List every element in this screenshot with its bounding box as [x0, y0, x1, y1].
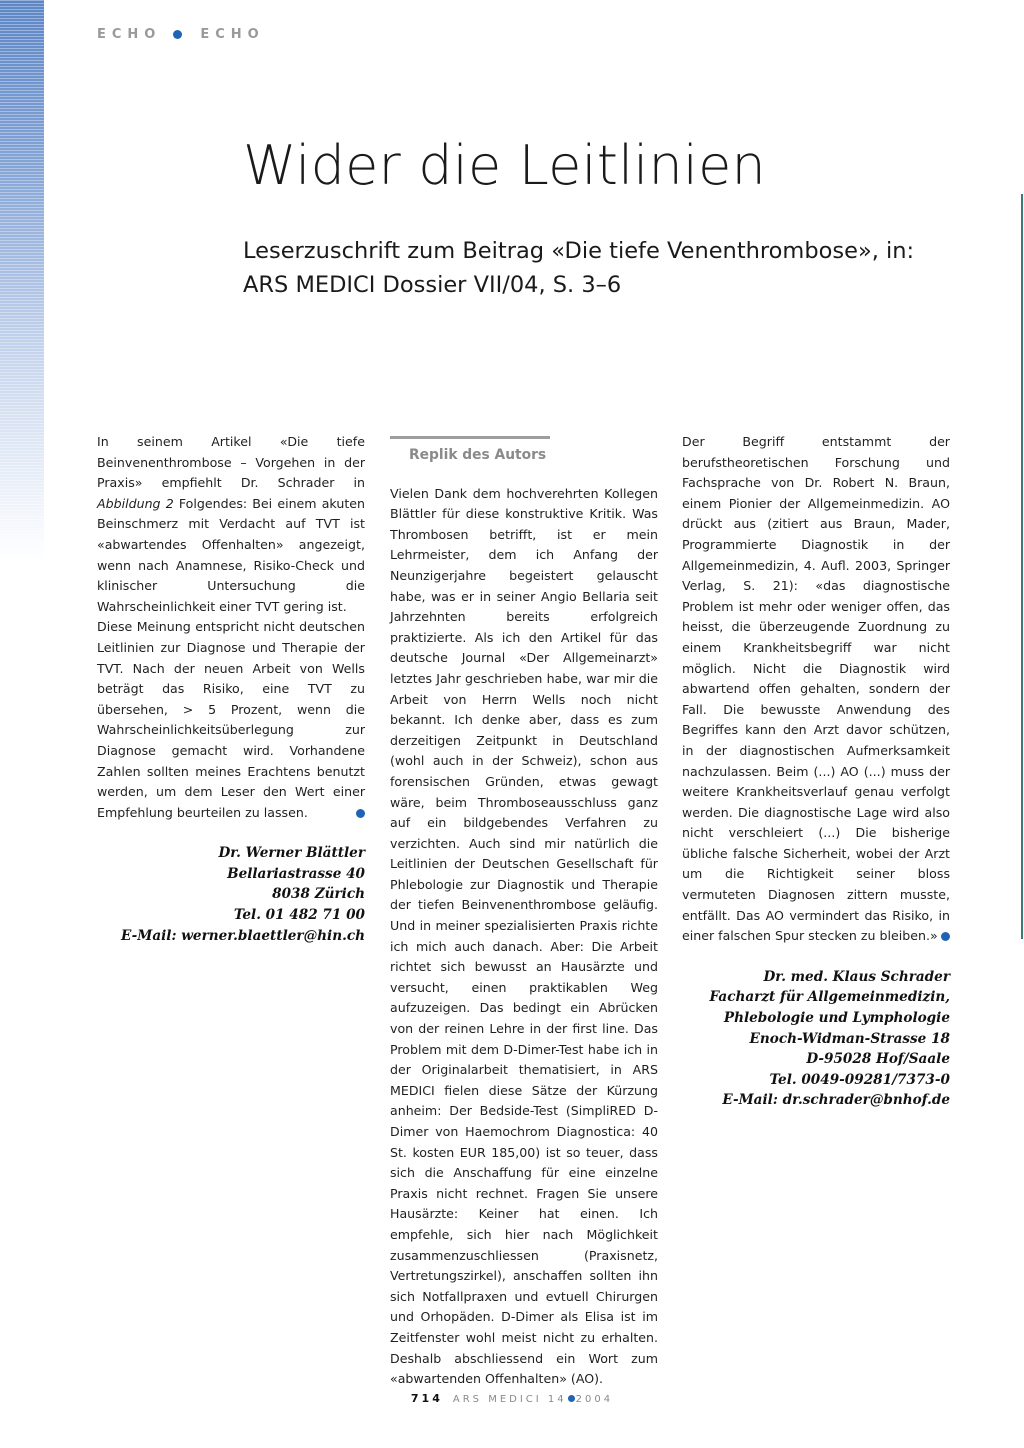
signature-email: E-Mail: dr.schrader@bnhof.de	[722, 1092, 950, 1109]
subtitle-line-1: Leserzuschrift zum Beitrag «Die tiefe Venenthrombose», in:	[243, 238, 915, 264]
letter-signature	[97, 843, 365, 946]
subtitle-line-2: ARS MEDICI Dossier VII/04, S. 3–6	[243, 272, 622, 298]
signature-street: Enoch-Widman-Strasse 18	[749, 1030, 950, 1047]
decorative-side-strip	[0, 0, 44, 560]
signature-city: 8038 Zürich	[272, 886, 365, 903]
reply-continued-paragraph	[682, 432, 950, 947]
signature-name: Dr. Werner Blättler	[218, 845, 365, 862]
running-head	[97, 27, 265, 42]
reply-text: Der Begriff entstammt der berufstheoretischen Forschung und Fachsprache von Dr. Robert N. Braun, einem Pionier der Allgemeinmedizin. AO drückt aus (zitiert aus Braun, Mader, Programmierte Diagnostik in der Allgemeinmedizin, 4. Aufl. 2003, Springer Verlag, S. 21): «das diagnostische Problem ist mehr oder weniger offen, das heisst, die überzeugende Zuordnung zu einem Krankheitsbegriff war nicht möglich. Nicht die Diagnostik wird abwartend offen gehalten, sondern der Fall. Die bewusste Anwendung des Begriffes kann den Arzt davor schützen, in der diagnostischen Aufmerksamkeit nachzulassen. Beim (...) AO (...) muss der weitere Krankheitsverlauf genau verfolgt werden. Die diagnostische Lage wird also nicht verschleiert (...) Die bisherige übliche falsche Sicherheit, wobei der Arzt um die Richtigkeit seiner bloss vermuteten Diagnosen zittern musste, entfällt. Das AO vermindert das Risiko, in einer falschen Spur stecken zu bleiben.»	[682, 434, 950, 944]
running-head-right: ECHO	[200, 27, 265, 42]
column-letter	[97, 432, 365, 946]
letter-text: In seinem Artikel «Die tiefe Beinvenenthrombose – Vorgehen in der Praxis» empfiehlt Dr. Schrader in	[97, 434, 365, 491]
end-mark-icon	[356, 809, 365, 818]
bullet-dot-icon	[173, 30, 182, 39]
signature-city: D-95028 Hof/Saale	[806, 1051, 950, 1068]
article-subtitle	[243, 234, 983, 302]
signature-street: Bellariastrasse 40	[227, 865, 365, 882]
letter-paragraph-2	[97, 617, 365, 823]
letter-text: Diese Meinung entspricht nicht deutschen Leitlinien zur Diagnose und Therapie der TVT. Nach der neuen Arbeit von Wells beträgt das Risiko, eine TVT zu übersehen, > 5 Prozent, wenn die Wahrscheinlichkeitsüberlegung zur Diagnose gemacht wird. Vorhandene Zahlen sollten meines Erachtens benutzt werden, um dem Leser den Wert einer Empfehlung beurteilen zu lassen.	[97, 619, 365, 820]
letter-text: Folgendes: Bei einem akuten Beinschmerz mit Verdacht auf TVT ist «abwartendes Offenhalten» angezeigt, wenn nach Anamnese, Risiko-Check und klinischer Untersuchung die Wahrscheinlichkeit einer TVT gering ist.	[97, 495, 365, 614]
signature-specialty: Phlebologie und Lymphologie	[723, 1010, 950, 1027]
decorative-right-rule	[1021, 194, 1023, 939]
footer-dot-icon	[568, 1395, 575, 1402]
figure-reference: Abbildung 2	[97, 495, 174, 511]
reply-heading: Replik des Autors	[409, 447, 547, 463]
running-head-left: ECHO	[97, 27, 162, 42]
column-reply	[390, 432, 658, 1390]
author-signature	[682, 967, 950, 1111]
page-number: 714	[410, 1392, 443, 1405]
end-mark-icon	[941, 932, 950, 941]
signature-phone: Tel. 0049-09281/7373-0	[769, 1071, 950, 1088]
column-reply-continued	[682, 432, 950, 1111]
signature-title: Facharzt für Allgemeinmedizin,	[709, 989, 950, 1006]
signature-name: Dr. med. Klaus Schrader	[763, 968, 950, 985]
signature-email: E-Mail: werner.blaettler@hin.ch	[121, 927, 365, 944]
reply-paragraph: Vielen Dank dem hochverehrten Kollegen Blättler für diese konstruktive Kritik. Was Thrombosen betrifft, ist er mein Lehrmeister, dem ich Anfang der Neunzigerjahre begeistert gelauscht habe, was er in seiner Angio Bellaria seit Jahrzehnten bereits erfolgreich praktizierte. Als ich den Artikel für das deutsche Journal «Der Allgemeinarzt» letztes Jahr geschrieben habe, war mir die Arbeit von Herrn Wells noch nicht bekannt. Ich denke aber, dass es zum derzeitigen Zeitpunkt in Deutschland (wohl auch in der Schweiz), schon aus forensischen Gründen, etwas gewagt wäre, beim Thromboseausschluss ganz auf ein bildgebendes Verfahren zu verzichten. Auch sind mir natürlich die Leitlinien der Deutschen Gesellschaft für Phlebologie zur Diagnostik und Therapie der tiefen Beinvenenthrombose geläufig. Und in meiner spezialisierten Praxis richte ich mich auch danach. Aber: Die Arbeit richtet sich bewusst an Hausärzte und versucht, einen praktikablen Weg aufzuzeigen. Das bedingt ein Abrücken von der reinen Lehre in der first line. Das Problem mit dem D-Dimer-Test habe ich in der Originalarbeit thematisiert, in ARS MEDICI fielen diese Sätze der Kürzung anheim: Der Bedside-Test (SimpliRED D-Dimer von Haemochrom Diagnostica: 40 St. kosten EUR 185,00) ist so teuer, dass sich die Anschaffung für eine einzelne Praxis nicht rechnet. Fragen Sie unsere Hausärzte: Keiner hat einen. Ich empfehle, sich hier nach Möglichkeit zusammenzuschliessen (Praxisnetz, Vertretungszirkel), anschaffen sollten ihn sich Notfallpraxen und evtuell Chirurgen und Orhopäden. D-Dimer als Elisa ist im Zeitfenster wohl meist nicht zu erhalten. Deshalb abschliessend ein Wort zum «abwartenden Offenhalten» (AO).	[390, 485, 658, 1387]
journal-name: ARS MEDICI 14	[452, 1394, 567, 1405]
section-rule	[390, 436, 550, 439]
article-title: Wider die Leitlinien	[243, 134, 766, 197]
signature-phone: Tel. 01 482 71 00	[233, 907, 365, 924]
page-footer	[0, 1392, 1024, 1405]
journal-year: 2004	[575, 1394, 614, 1405]
letter-paragraph-1	[97, 432, 365, 617]
